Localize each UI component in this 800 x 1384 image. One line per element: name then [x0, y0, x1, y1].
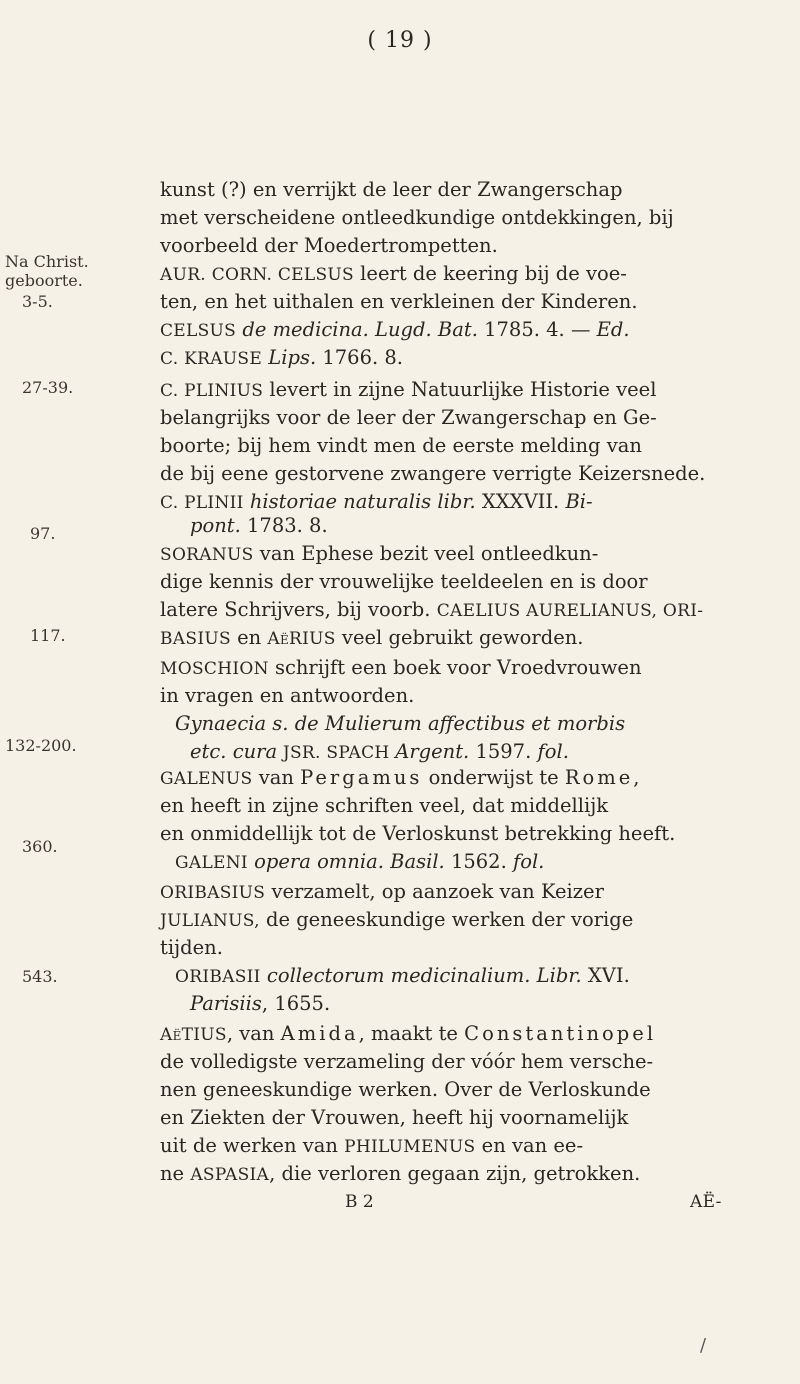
text-line: en onmiddellijk tot de Verloskunst betrekking heeft.: [160, 822, 676, 845]
stray-pen-mark: /: [700, 1335, 707, 1356]
citation-line: pont. 1783. 8.: [190, 514, 328, 537]
text-line: AUR. CORN. CELSUS leert de keering bij de voe-: [160, 262, 627, 285]
margin-note-year-plinius: 27-39.: [22, 378, 74, 397]
citation-line: C. KRAUSE Lips. 1766. 8.: [160, 346, 403, 369]
text-line: kunst (?) en verrijkt de leer der Zwangerschap: [160, 178, 623, 201]
citation-line: Gynaecia s. de Mulierum affectibus et morbis: [175, 712, 626, 735]
text-line: en Ziekten der Vrouwen, heeft hij voornamelijk: [160, 1106, 629, 1129]
margin-note-era-2: geboorte.: [5, 271, 83, 290]
margin-note-era: Na Christ.: [5, 252, 89, 271]
citation-line: ORIBASII collectorum medicinalium. Libr. XVI.: [175, 964, 630, 987]
text-line: voorbeeld der Moedertrompetten.: [160, 234, 498, 257]
citation-line: GALENI opera omnia. Basil. 1562. fol.: [175, 850, 545, 873]
text-line: C. PLINIUS levert in zijne Natuurlijke Historie veel: [160, 378, 657, 401]
catchword: AË-: [690, 1192, 722, 1212]
text-line: BASIUS en AëRIUS veel gebruikt geworden.: [160, 626, 584, 649]
text-line: met verscheidene ontleedkundige ontdekkingen, bij: [160, 206, 674, 229]
text-line: boorte; bij hem vindt men de eerste melding van: [160, 434, 642, 457]
text-line: en heeft in zijne schriften veel, dat middellijk: [160, 794, 609, 817]
text-line: ORIBASIUS verzamelt, op aanzoek van Keizer: [160, 880, 604, 903]
text-line: SORANUS van Ephese bezit veel ontleedkun-: [160, 542, 599, 565]
margin-note-year-aetius: 543.: [22, 967, 58, 986]
margin-note-year-soranus: 97.: [30, 524, 56, 543]
text-line: JULIANUS, de geneeskundige werken der vorige: [160, 908, 634, 931]
signature-mark: B 2: [345, 1192, 374, 1212]
margin-note-year-galenus: 132-200.: [5, 736, 77, 755]
text-line: tijden.: [160, 936, 223, 959]
citation-line: CELSUS de medicina. Lugd. Bat. 1785. 4. — Ed.: [160, 318, 630, 341]
citation-line: etc. cura JSR. SPACH Argent. 1597. fol.: [190, 740, 569, 763]
page-number: ( 19 ): [367, 28, 433, 53]
text-line: latere Schrijvers, bij voorb. CAELIUS AURELIANUS, ORI-: [160, 598, 704, 621]
text-line: in vragen en antwoorden.: [160, 684, 415, 707]
text-line: belangrijks voor de leer der Zwangerschap en Ge-: [160, 406, 657, 429]
margin-note-year-celsus: 3-5.: [22, 292, 53, 311]
citation-line: C. PLINII historiae naturalis libr. XXXVII. Bi-: [160, 490, 593, 513]
text-line: AëTIUS, van Amida, maakt te Constantinopel: [160, 1022, 657, 1045]
text-line: ne ASPASIA, die verloren gegaan zijn, getrokken.: [160, 1162, 641, 1185]
text-line: GALENUS van Pergamus onderwijst te Rome,: [160, 766, 643, 789]
text-line: dige kennis der vrouwelijke teeldeelen en is door: [160, 570, 648, 593]
text-line: nen geneeskundige werken. Over de Verloskunde: [160, 1078, 651, 1101]
margin-note-year-moschion: 117.: [30, 626, 66, 645]
text-line: de volledigste verzameling der vóór hem versche-: [160, 1050, 654, 1073]
citation-line: Parisiis, 1655.: [190, 992, 331, 1015]
margin-note-year-oribasius: 360.: [22, 837, 58, 856]
text-line: uit de werken van PHILUMENUS en van ee-: [160, 1134, 584, 1157]
text-line: de bij eene gestorvene zwangere verrigte Keizersnede.: [160, 462, 706, 485]
text-line: ten, en het uithalen en verkleinen der Kinderen.: [160, 290, 638, 313]
text-line: MOSCHION schrijft een boek voor Vroedvrouwen: [160, 656, 642, 679]
